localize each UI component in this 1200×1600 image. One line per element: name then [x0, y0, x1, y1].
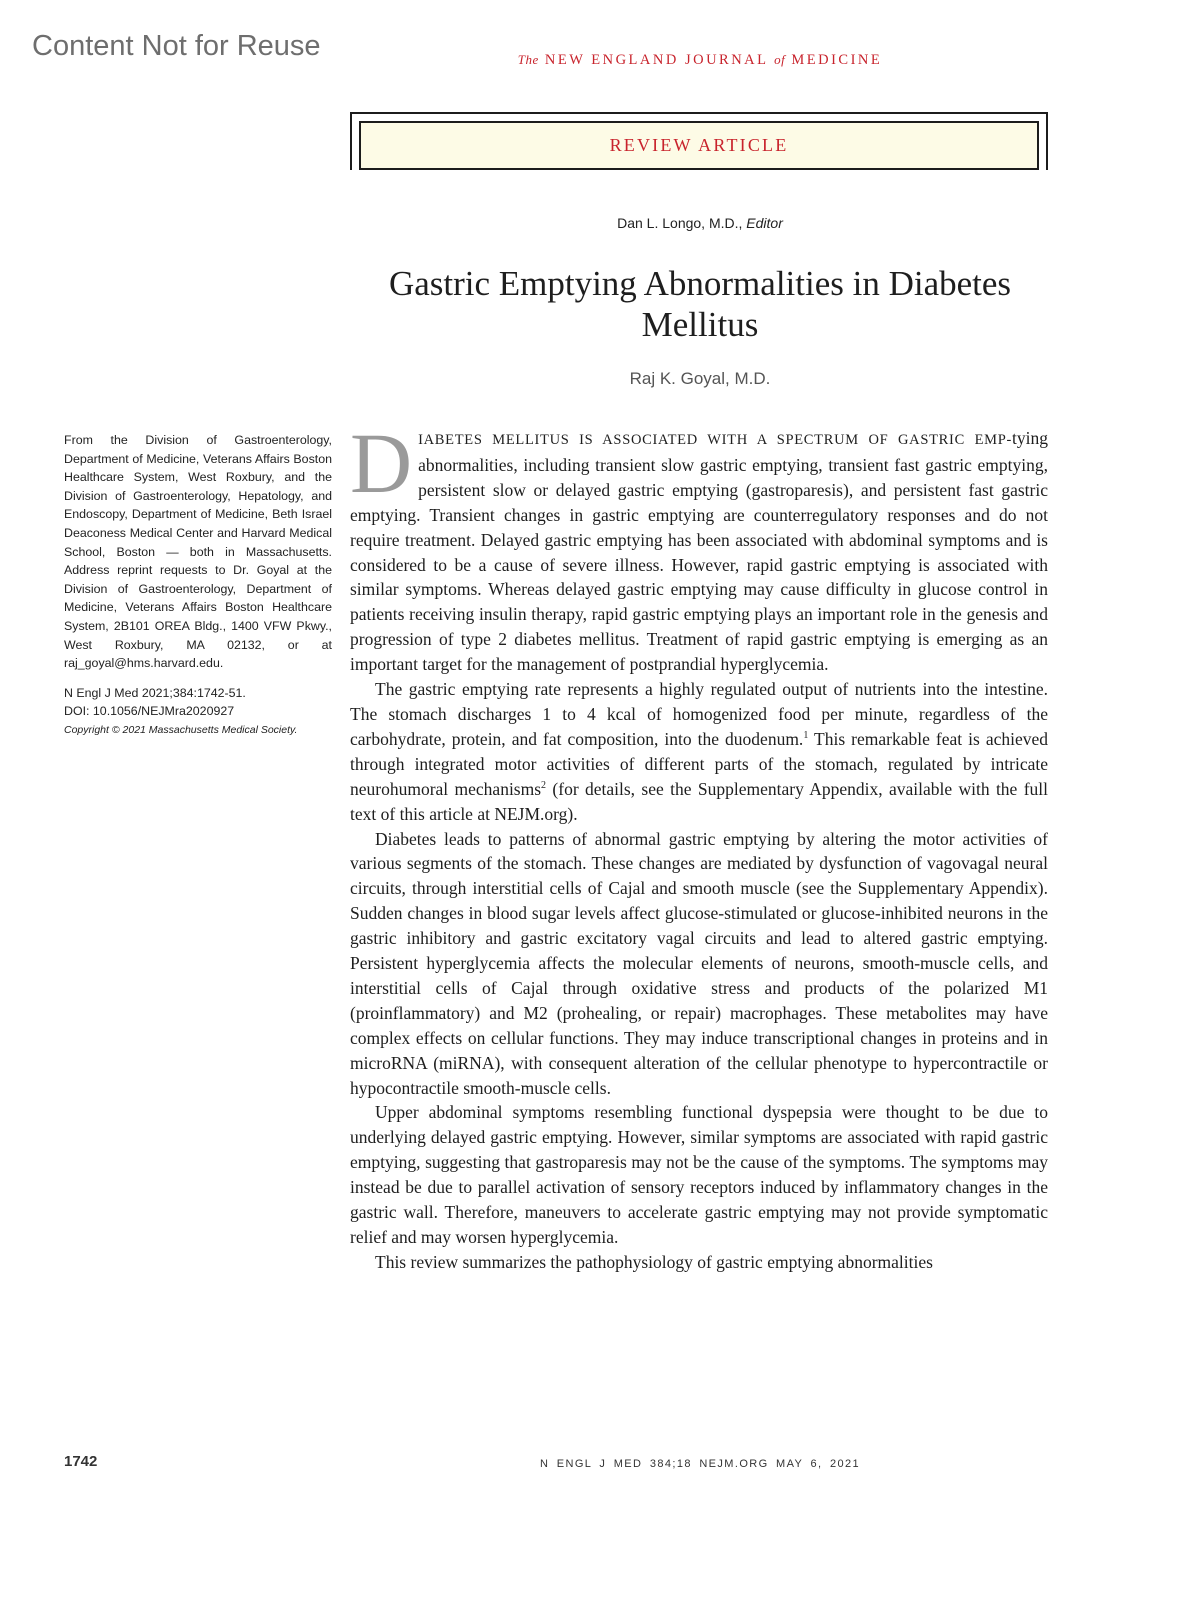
- paragraph-2-text-b: This remarkable feat is achieved through integrated motor activities of different parts of the stomach, regulated by intricate neurohumoral mechanisms: [350, 728, 1049, 799]
- editor-role: Editor: [746, 215, 783, 231]
- article-title: Gastric Emptying Abnormalities in Diabetes Mellitus: [388, 264, 1012, 344]
- journal-header-name-2: MEDICINE: [791, 52, 883, 68]
- journal-header-of: of: [774, 52, 786, 67]
- paragraph-5: This review summarizes the pathophysiology of gastric emptying abnormalities: [375, 1251, 933, 1272]
- journal-citation: N Engl J Med 2021;384:1742-51.: [64, 685, 246, 700]
- paragraph-1: [350, 415, 1048, 677]
- editor-credit: [350, 215, 1050, 231]
- doi: DOI: 10.1056/NEJMra2020927: [64, 704, 235, 719]
- article-body: [350, 415, 1049, 1275]
- paragraph-4: Upper abdominal symptoms resembling functional dyspepsia were thought to be due to underlying delayed gastric emptying. However, similar symptoms are associated with rapid gastric emptying, suggesting that gastroparesis may not be the cause of the symptoms. The symptoms may instead be due to parallel activation of sensory receptors induced by inflammatory changes in the gastric wall. Therefore, maneuvers to accelerate gastric emptying may not provide symptomatic relief and may worsen hyperglycemia.: [350, 1102, 1048, 1247]
- page-number: 1742: [64, 1453, 98, 1470]
- paragraph-1-text: tying abnormalities, including transient slow gastric emptying, transient fast gastric emptying, persistent slow or delayed gastric emptying (gastroparesis), and persistent fast gastric emptying. Transient changes in gastric emptying are counterregulatory responses and do not require treatment. Delayed gastric emptying has been associated with abdominal symptoms and is considered to be a cause of severe illness. However, rapid gastric emptying is associated with similar symptoms. Whereas delayed gastric emptying may cause difficulty in glucose control in patients receiving insulin therapy, rapid gastric emptying plays an important role in the genesis and progression of type 2 diabetes mellitus. Treatment of rapid gastric emptying is emerging as an important target for the management of postprandial hyperglycemia.: [350, 428, 1048, 675]
- journal-header-name-1: NEW ENGLAND JOURNAL: [544, 52, 768, 68]
- paragraph-2: [350, 677, 1048, 826]
- journal-header: [350, 52, 1050, 69]
- sidebar: [64, 431, 332, 740]
- article-type-banner: [350, 112, 1048, 170]
- page-footer: N ENGL J MED 384;18 NEJM.ORG MAY 6, 2021: [539, 1458, 861, 1470]
- copyright: Copyright © 2021 Massachusetts Medical Society.: [64, 723, 298, 736]
- drop-cap: D: [350, 415, 413, 511]
- editor-name: Dan L. Longo, M.D.,: [617, 215, 747, 231]
- lead-in-smallcaps: IABETES MELLITUS IS ASSOCIATED WITH A SPECTRUM OF GASTRIC EMP-: [418, 432, 1013, 448]
- watermark: Content Not for Reuse: [32, 30, 321, 62]
- paragraph-2-text-c: (for details, see the Supplementary Appendix, available with the full text of this article at NEJM.org).: [350, 778, 1048, 824]
- paragraph-3: Diabetes leads to patterns of abnormal gastric emptying by altering the motor activities of various segments of the stomach. These changes are mediated by dysfunction of vagovagal neural circuits, through interstitial cells of Cajal and smooth muscle (see the Supplementary Appendix). Sudden changes in blood sugar levels affect glucose-stimulated or glucose-inhibited neurons in the gastric inhibitory and gastric excitatory vagal circuits and lead to altered gastric emptying. Persistent hyperglycemia affects the molecular elements of neurons, smooth-muscle cells, and interstitial cells of Cajal through oxidative stress and products of the polarized M1 (proinflammatory) and M2 (prohealing, or repair) macrophages. These metabolites may have complex effects on cellular functions. They may induce transcriptional changes in proteins and in microRNA (miRNA), with consequent alteration of the cellular phenotype to hypercontractile or hypocontractile smooth-muscle cells.: [350, 828, 1048, 1098]
- article-type-label: REVIEW ARTICLE: [359, 121, 1039, 170]
- article-author: Raj K. Goyal, M.D.: [629, 369, 771, 388]
- citation-block: [64, 684, 332, 740]
- reference-2[interactable]: 2: [541, 779, 547, 791]
- journal-header-the: The: [517, 52, 539, 67]
- reference-1[interactable]: 1: [803, 730, 809, 742]
- paragraph-2-text-a: The gastric emptying rate represents a highly regulated output of nutrients into the intestine. The stomach discharges 1 to 4 kcal of homogenized food per minute, regardless of the carbohydrate, protein, and fat composition, into the duodenum.: [350, 679, 1048, 749]
- author-affiliation: From the Division of Gastroenterology, Department of Medicine, Veterans Affairs Boston Healthcare System, West Roxbury, and the Division of Gastroenterology, Hepatology, and Endoscopy, Department of Medicine, Beth Israel Deaconess Medical Center and Harvard Medical School, Boston — both in Massachusetts. Address reprint requests to Dr. Goyal at the Division of Gastroenterology, Department of Medicine, Veterans Affairs Boston Healthcare System, 2B101 OREA Bldg., 1400 VFW Pkwy., West Roxbury, MA 02132, or at raj_goyal@hms.harvard.edu.: [64, 433, 332, 671]
